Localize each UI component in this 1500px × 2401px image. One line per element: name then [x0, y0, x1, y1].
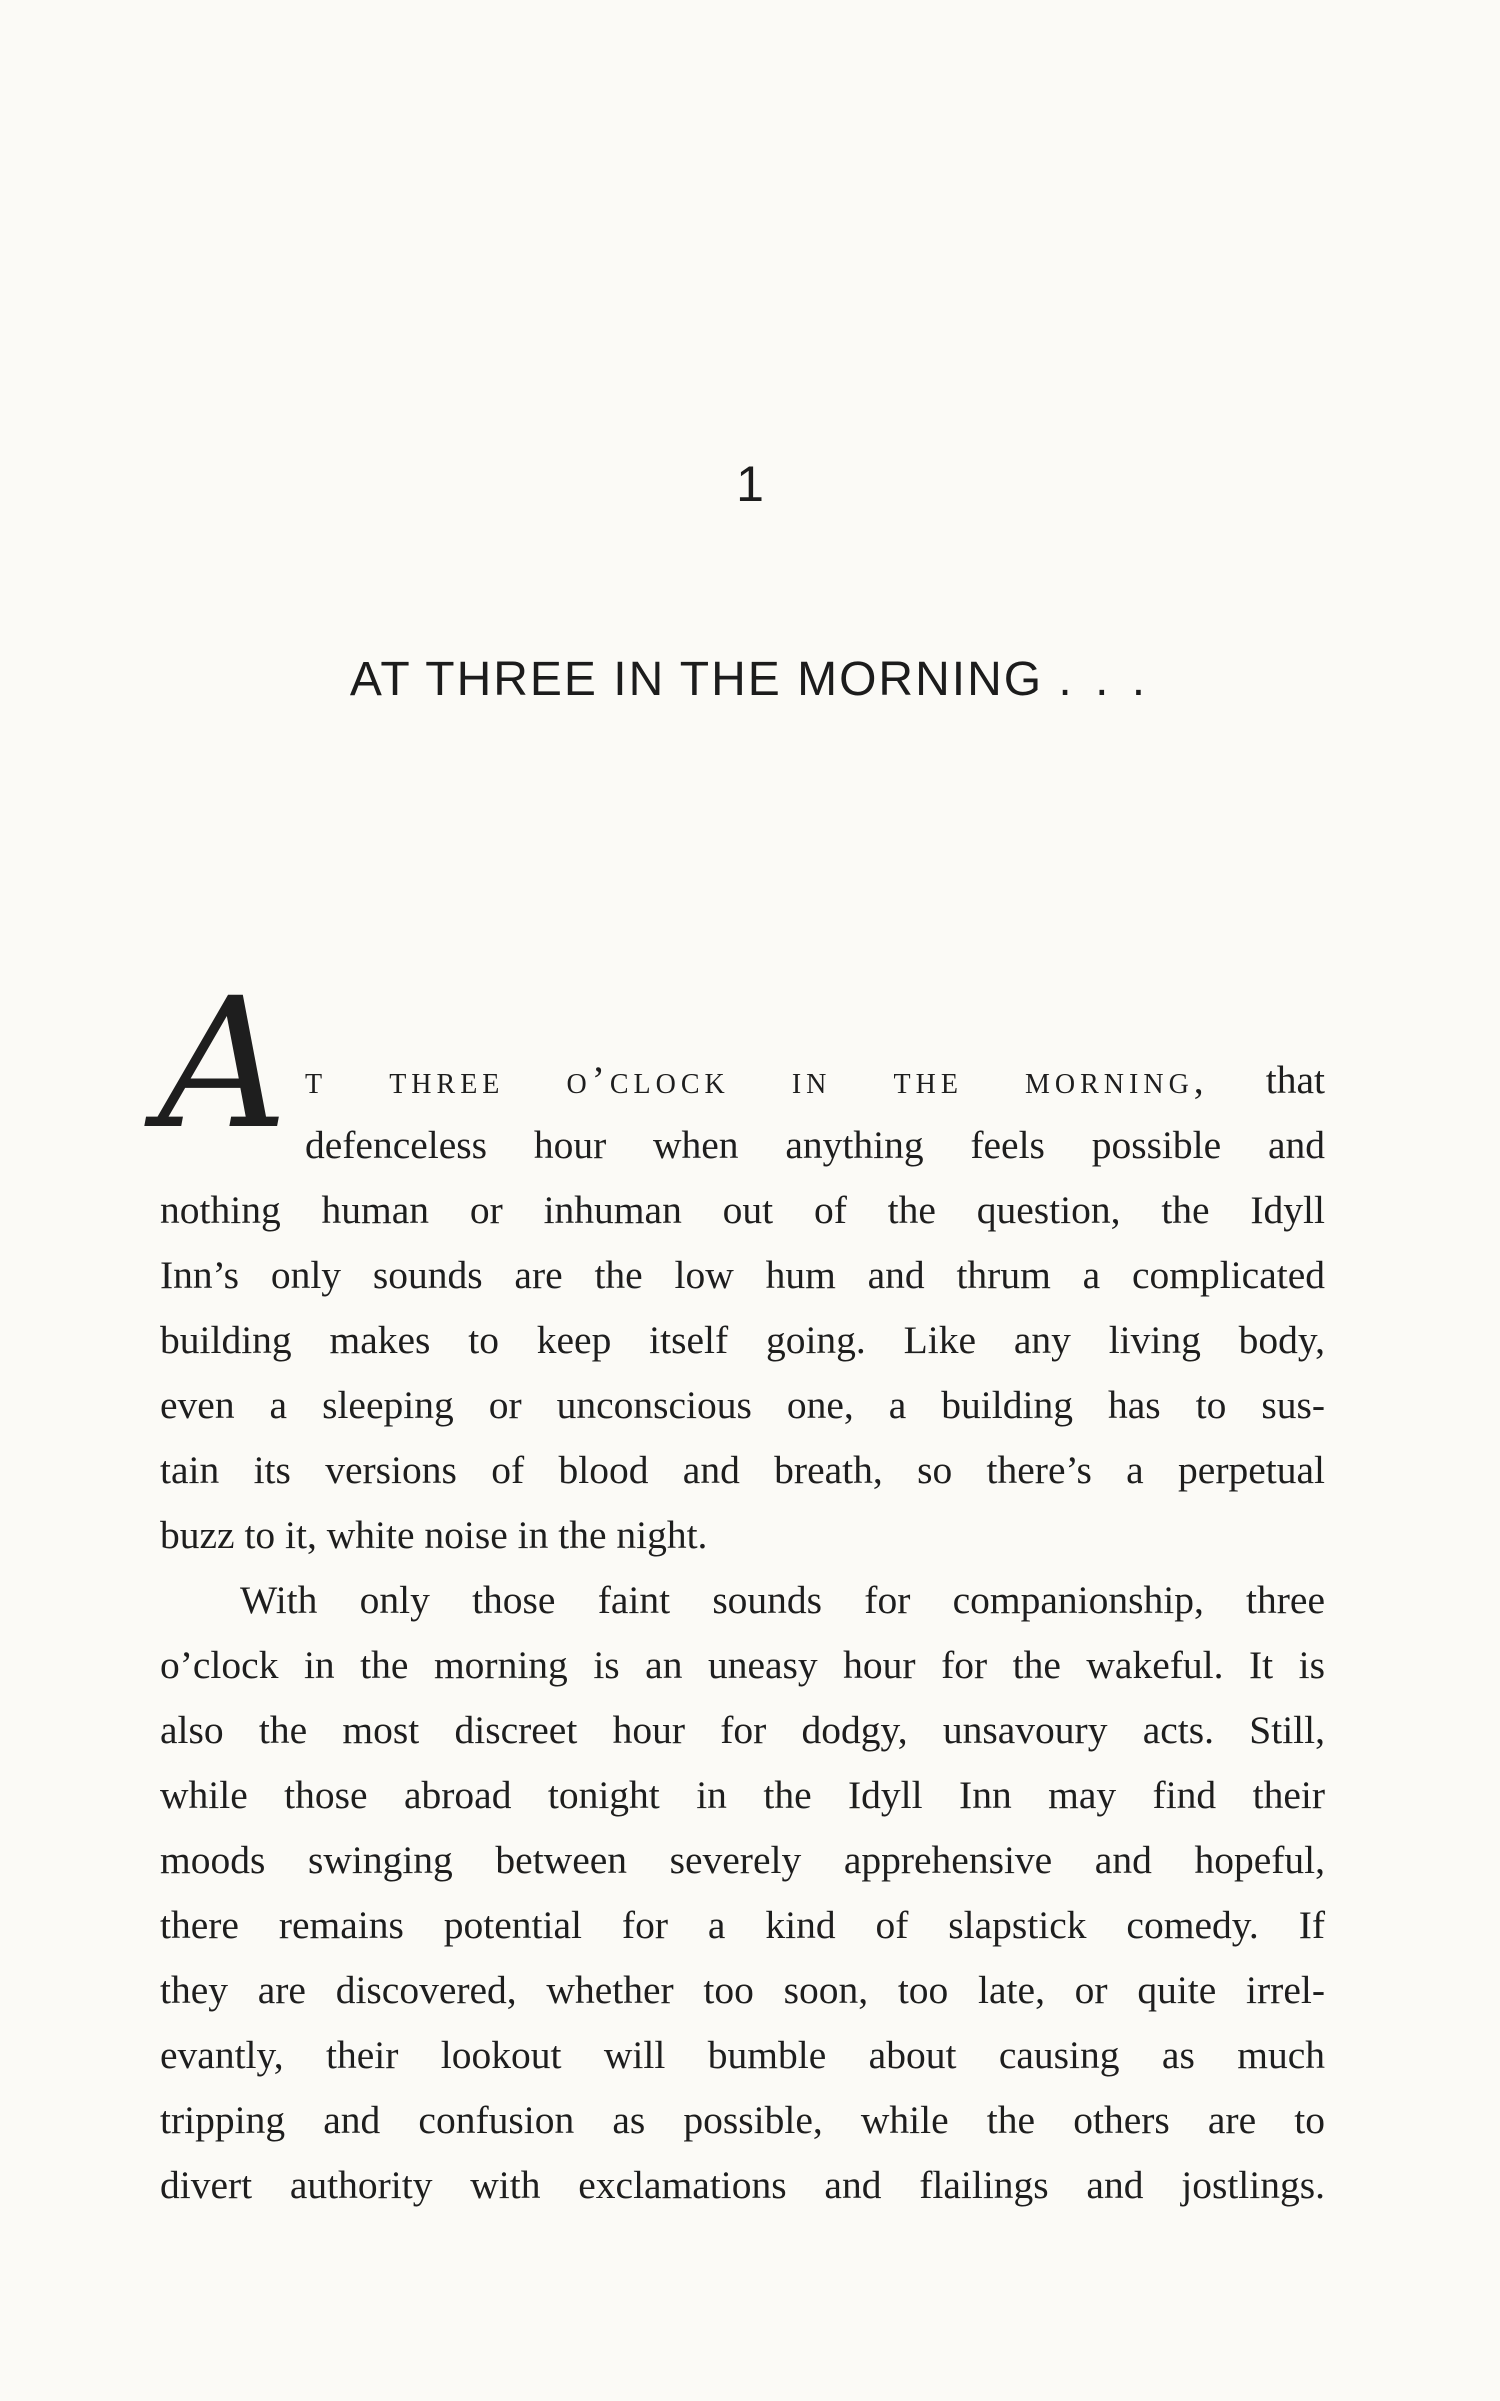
- chapter-title: [0, 652, 1500, 707]
- opening-smallcaps: t three o’clock in the morning,: [305, 1058, 1209, 1102]
- chapter-title-ellipsis: . . .: [1058, 653, 1151, 706]
- paragraph-line: tain its versions of blood and breath, so there’s a perpetual: [160, 1448, 1325, 1492]
- paragraph-line: while those abroad tonight in the Idyll Inn may find their: [160, 1773, 1325, 1817]
- paragraph-line: tripping and confusion as possible, while the others are to: [160, 2098, 1325, 2142]
- chapter-title-text: AT THREE IN THE MORNING: [349, 653, 1044, 706]
- paragraph-line: they are discovered, whether too soon, too late, or quite irrel-: [160, 1968, 1325, 2012]
- paragraph-line: moods swinging between severely apprehensive and hopeful,: [160, 1838, 1325, 1882]
- chapter-number: 1: [736, 456, 764, 512]
- paragraph-line: With only those faint sounds for companionship, three: [240, 1578, 1325, 1622]
- paragraph-line: building makes to keep itself going. Like any living body,: [160, 1318, 1325, 1362]
- paragraph-line: also the most discreet hour for dodgy, unsavoury acts. Still,: [160, 1708, 1325, 1752]
- paragraph-line: o’clock in the morning is an uneasy hour for the wakeful. It is: [160, 1643, 1325, 1687]
- paragraph-line: there remains potential for a kind of slapstick comedy. If: [160, 1903, 1325, 1947]
- paragraph-line: divert authority with exclamations and flailings and jostlings.: [160, 2163, 1325, 2207]
- paragraph-line: buzz to it, white noise in the night.: [160, 1513, 708, 1557]
- drop-cap: A: [158, 960, 288, 1169]
- paragraph-line: evantly, their lookout will bumble about causing as much: [160, 2033, 1325, 2077]
- paragraph-line: [160, 1048, 1325, 1113]
- paragraph-line: defenceless hour when anything feels possible and: [305, 1123, 1325, 1167]
- paragraph-line: Inn’s only sounds are the low hum and thrum a complicated: [160, 1253, 1325, 1297]
- paragraph-line: nothing human or inhuman out of the question, the Idyll: [160, 1188, 1325, 1232]
- chapter-body: [160, 1048, 1325, 2218]
- paragraph-line: even a sleeping or unconscious one, a building has to sus-: [160, 1383, 1325, 1427]
- opening-line-rest: that: [1208, 1058, 1325, 1102]
